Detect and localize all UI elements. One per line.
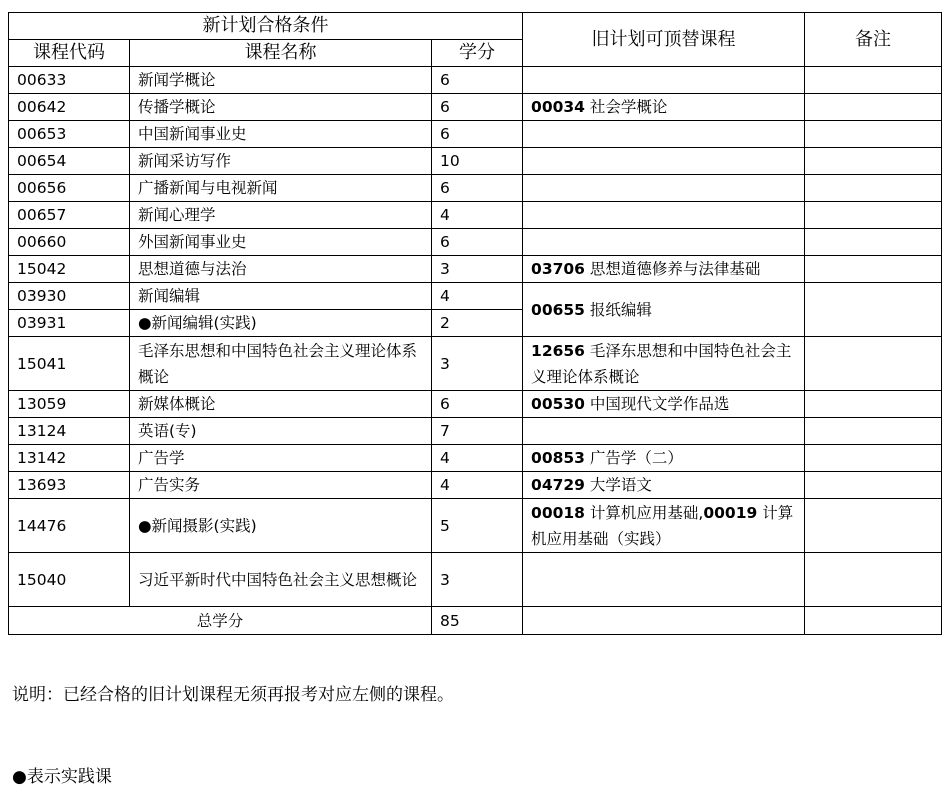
old-course (523, 418, 805, 445)
remark (805, 94, 942, 121)
table-row (9, 148, 942, 175)
remark (805, 67, 942, 94)
table-row (9, 391, 942, 418)
course-name: 新闻采访写作 (130, 148, 432, 175)
course-code: 13142 (9, 445, 130, 472)
old-course (523, 391, 805, 418)
old-course (523, 229, 805, 256)
course-name: 新媒体概论 (130, 391, 432, 418)
table-row (9, 175, 942, 202)
table-row (9, 94, 942, 121)
header-course-name: 课程名称 (130, 40, 432, 67)
header-course-code: 课程代码 (9, 40, 130, 67)
table-row (9, 553, 942, 607)
table-row (9, 337, 942, 391)
course-credits: 6 (432, 175, 523, 202)
table-row (9, 283, 942, 310)
remark (805, 553, 942, 607)
old-course-name: 大学语文 (589, 476, 652, 494)
course-credits: 3 (432, 337, 523, 391)
old-course (523, 499, 805, 553)
explanation-note: 说明：已经合格的旧计划课程无须再报考对应左侧的课程。 (12, 685, 454, 705)
course-code: 00642 (9, 94, 130, 121)
course-name: 思想道德与法治 (130, 256, 432, 283)
course-credits: 6 (432, 94, 523, 121)
old-course-code: 03706 (531, 260, 585, 278)
remark (805, 175, 942, 202)
old-course-code: 12656 (531, 341, 585, 360)
remark (805, 283, 942, 337)
old-course (523, 337, 805, 391)
course-name: 传播学概论 (130, 94, 432, 121)
course-code: 00633 (9, 67, 130, 94)
old-course-name: 计算机应用基础（实践） (531, 503, 794, 548)
remark (805, 337, 942, 391)
course-code: 00660 (9, 229, 130, 256)
old-course (523, 472, 805, 499)
course-credits: 4 (432, 202, 523, 229)
course-name: 英语(专) (130, 418, 432, 445)
remark (805, 148, 942, 175)
old-course-name: 社会学概论 (589, 98, 668, 116)
course-name: ●新闻摄影(实践) (130, 499, 432, 553)
practice-legend: ●表示实践课 (12, 767, 112, 787)
course-code: 03931 (9, 310, 130, 337)
old-course (523, 121, 805, 148)
old-course (523, 94, 805, 121)
course-code: 15041 (9, 337, 130, 391)
old-course (523, 607, 805, 635)
old-course-name: 报纸编辑 (589, 300, 652, 319)
remark (805, 391, 942, 418)
remark (805, 202, 942, 229)
remark (805, 607, 942, 635)
table-row (9, 202, 942, 229)
course-credits: 6 (432, 391, 523, 418)
old-course-name: 计算机应用基础, (589, 503, 704, 522)
total-credits: 85 (432, 607, 523, 635)
table-row (9, 472, 942, 499)
old-course-name: 中国现代文学作品选 (589, 395, 730, 413)
header-old-plan: 旧计划可顶替课程 (523, 13, 805, 67)
course-credits: 6 (432, 229, 523, 256)
course-name: 毛泽东思想和中国特色社会主义理论体系概论 (130, 337, 432, 391)
remark (805, 256, 942, 283)
header-remarks: 备注 (805, 13, 942, 67)
course-name: 广播新闻与电视新闻 (130, 175, 432, 202)
total-label: 总学分 (9, 607, 432, 635)
old-course-name: 思想道德修养与法律基础 (589, 260, 761, 278)
course-code: 00654 (9, 148, 130, 175)
course-credits: 10 (432, 148, 523, 175)
course-plan-table (8, 12, 942, 635)
course-credits: 3 (432, 256, 523, 283)
course-name: 新闻编辑 (130, 283, 432, 310)
remark (805, 229, 942, 256)
course-code: 03930 (9, 283, 130, 310)
table-row (9, 445, 942, 472)
old-course (523, 445, 805, 472)
course-code: 14476 (9, 499, 130, 553)
header-credits: 学分 (432, 40, 523, 67)
old-course-code: 04729 (531, 476, 585, 494)
course-name: 外国新闻事业史 (130, 229, 432, 256)
old-course-name: 毛泽东思想和中国特色社会主义理论体系概论 (531, 341, 792, 386)
table-row (9, 121, 942, 148)
course-code: 00653 (9, 121, 130, 148)
old-course (523, 175, 805, 202)
remark (805, 472, 942, 499)
course-name: 广告实务 (130, 472, 432, 499)
course-name: 新闻学概论 (130, 67, 432, 94)
header-new-plan: 新计划合格条件 (9, 13, 523, 40)
course-name: 新闻心理学 (130, 202, 432, 229)
course-credits: 4 (432, 283, 523, 310)
course-code: 13059 (9, 391, 130, 418)
remark (805, 445, 942, 472)
old-course (523, 553, 805, 607)
total-row (9, 607, 942, 635)
old-course-code: 00019 (703, 503, 758, 522)
course-code: 13124 (9, 418, 130, 445)
course-credits: 4 (432, 445, 523, 472)
course-credits: 4 (432, 472, 523, 499)
old-course-name: 广告学（二） (589, 449, 683, 467)
course-credits: 6 (432, 67, 523, 94)
remark (805, 418, 942, 445)
course-credits: 7 (432, 418, 523, 445)
course-code: 13693 (9, 472, 130, 499)
old-course (523, 67, 805, 94)
old-course-code: 00034 (531, 98, 585, 116)
old-course (523, 256, 805, 283)
course-name: 习近平新时代中国特色社会主义思想概论 (130, 553, 432, 607)
course-code: 00657 (9, 202, 130, 229)
course-credits: 3 (432, 553, 523, 607)
old-course-code: 00853 (531, 449, 585, 467)
course-name: 广告学 (130, 445, 432, 472)
course-code: 15042 (9, 256, 130, 283)
course-name: ●新闻编辑(实践) (130, 310, 432, 337)
table-row (9, 229, 942, 256)
course-code: 15040 (9, 553, 130, 607)
table-row (9, 256, 942, 283)
course-code: 00656 (9, 175, 130, 202)
table-row (9, 418, 942, 445)
course-name: 中国新闻事业史 (130, 121, 432, 148)
old-course (523, 202, 805, 229)
course-credits: 6 (432, 121, 523, 148)
old-course-code: 00655 (531, 300, 585, 319)
old-course (523, 148, 805, 175)
old-course-code: 00018 (531, 503, 585, 522)
old-course-code: 00530 (531, 395, 585, 413)
table-row (9, 499, 942, 553)
course-credits: 5 (432, 499, 523, 553)
table-row (9, 67, 942, 94)
remark (805, 499, 942, 553)
course-credits: 2 (432, 310, 523, 337)
remark (805, 121, 942, 148)
old-course (523, 283, 805, 337)
